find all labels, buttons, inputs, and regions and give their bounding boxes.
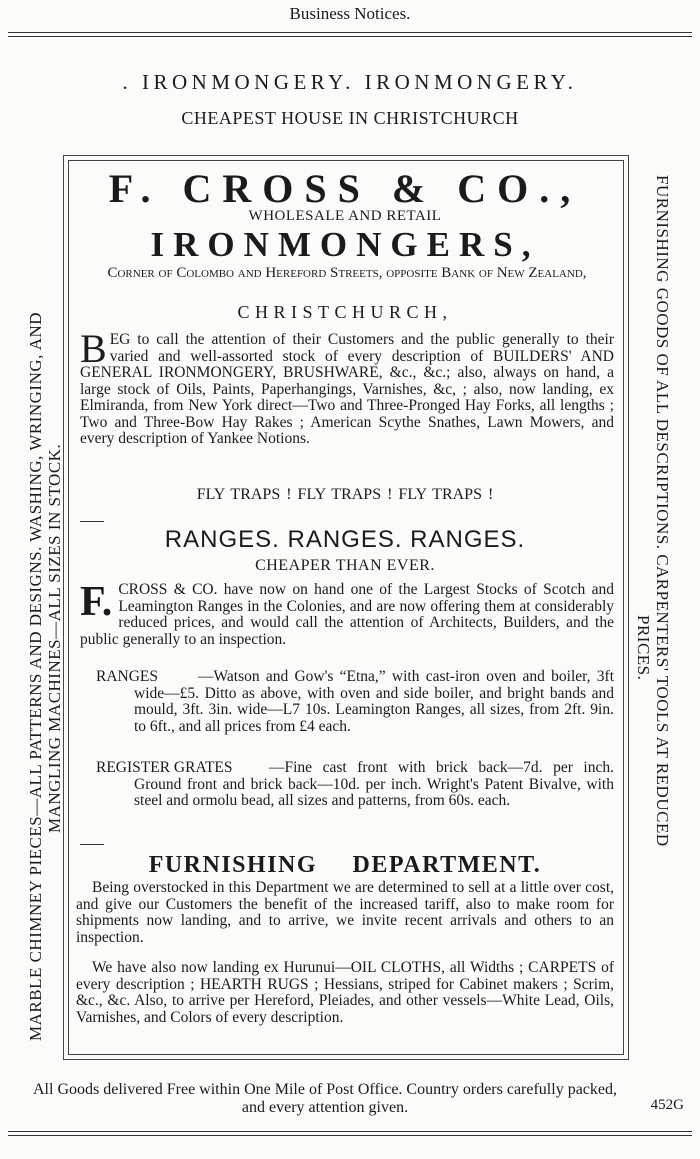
- left-side-text: [26, 171, 64, 1041]
- ad-code: 452G: [650, 1097, 684, 1113]
- left-side-line-1: MARBLE CHIMNEY PIECES—ALL PATTERNS AND DESIGNS. WASHING, WRINGING, AND: [26, 311, 45, 1041]
- ranges-paragraph: [80, 579, 614, 648]
- address: Corner of Colombo and Hereford Streets, opposite Bank of New Zealand,: [107, 265, 587, 281]
- left-side-line-2: MANGLING MACHINES—ALL SIZES IN STOCK.: [45, 443, 64, 833]
- top-divider-thin: [8, 36, 692, 37]
- furnishing-heading: FURNISHING DEPARTMENT.: [148, 852, 542, 878]
- trade-type: WHOLESALE AND RETAIL: [248, 208, 442, 224]
- bottom-divider-2: [8, 1135, 692, 1136]
- cheapest-house-subheadline: CHEAPEST HOUSE IN CHRISTCHURCH: [181, 108, 519, 128]
- bottom-divider: [8, 1131, 692, 1132]
- intro-paragraph: [80, 326, 614, 448]
- firm-name: F. CROSS & CO.,: [108, 166, 582, 211]
- right-side-line-2: PRICES.: [634, 615, 653, 681]
- landing-paragraph: We have also now landing ex Hurunui—OIL CLOTHS, all Widths ; CARPETS of every description ; HEARTH RUGS ; Hessians, striped for Cabinet makers ; Scrim, &c., &c. Also, to arrive per Hereford, Pleiades, and other vessels—White Lead, Oils, Varnishes, and Colors of every description.: [76, 959, 614, 1026]
- ranges-dropcap: F.: [80, 579, 113, 625]
- price-item-text: —Watson and Gow's “Etna,” with cast-iron oven and boiler, 3ft wide—£5. Ditto as above, with oven and side boiler, and bright bands and mould, 3ft. 3in. wide—L7 10s. Leamington Ranges, all sizes, from 2ft. 9in. to 6ft., and all prices from £4 each.: [134, 668, 614, 735]
- price-item-text: —Fine cast front with brick back—7d. per inch. Ground front and brick back—10d. per inch. Wright's Patent Bivalve, with steel and ormolu bead, all sizes and patterns, from 60s. each.: [134, 759, 614, 809]
- short-dash-rule: [80, 521, 104, 522]
- ironmongery-headline: . IRONMONGERY. IRONMONGERY.: [122, 70, 578, 94]
- ranges-subheading: CHEAPER THAN EVER.: [255, 557, 435, 574]
- fly-traps-line: FLY TRAPS ! FLY TRAPS ! FLY TRAPS !: [196, 486, 494, 503]
- price-item-ranges: [80, 669, 614, 735]
- price-item-label: REGISTER GRATES: [96, 759, 233, 776]
- short-dash-rule-2: [80, 844, 104, 845]
- ranges-heading: RANGES. RANGES. RANGES.: [164, 526, 526, 553]
- city: CHRISTCHURCH,: [237, 302, 453, 322]
- furnishing-paragraph: Being overstocked in this Department we are determined to sell at a little over cost, and give our Customers the benefit of the increased tariff, also to make room for shipments now landing, and to arrive, we invite recent arrivals and others to an inspection.: [76, 879, 614, 946]
- price-item-label: RANGES: [96, 668, 159, 685]
- intro-text: EG to call the attention of their Customers and the public generally to their varied and well-assorted stock of every description of BUILDERS' AND GENERAL IRONMONGERY, BRUSHWARE, &c., &c.; also, always on hand, a large stock of Oils, Paints, Paperhangings, Varnishes, &c, ; also, now landing, ex Elmiranda, from New York direct—Two and Three-Pronged Hay Forks, all lengths ; Two and Three-Bow Hay Rakes ; American Scythe Snathes, Lawn Mowers, and every description of Yankee Notions.: [80, 331, 614, 447]
- ranges-text: CROSS & CO. have now on hand one of the Largest Stocks of Scotch and Leamington Ranges in the Colonies, and are now offering them at considerably reduced prices, and would call the attention of Architects, Builders, and the public generally to an inspection.: [80, 581, 614, 648]
- price-item-register-grates: [80, 760, 614, 810]
- business-title: IRONMONGERS,: [150, 225, 540, 264]
- right-side-line-1: FURNISHING GOODS OF ALL DESCRIPTIONS. CARPENTERS' TOOLS AT REDUCED: [653, 175, 672, 847]
- delivery-notice: All Goods delivered Free within One Mile of Post Office. Country orders carefully packed, and every attention given.: [33, 1081, 617, 1116]
- intro-dropcap: B: [80, 326, 107, 371]
- section-title: Business Notices.: [289, 4, 411, 23]
- right-side-text: [634, 175, 672, 1045]
- top-divider: [8, 32, 692, 33]
